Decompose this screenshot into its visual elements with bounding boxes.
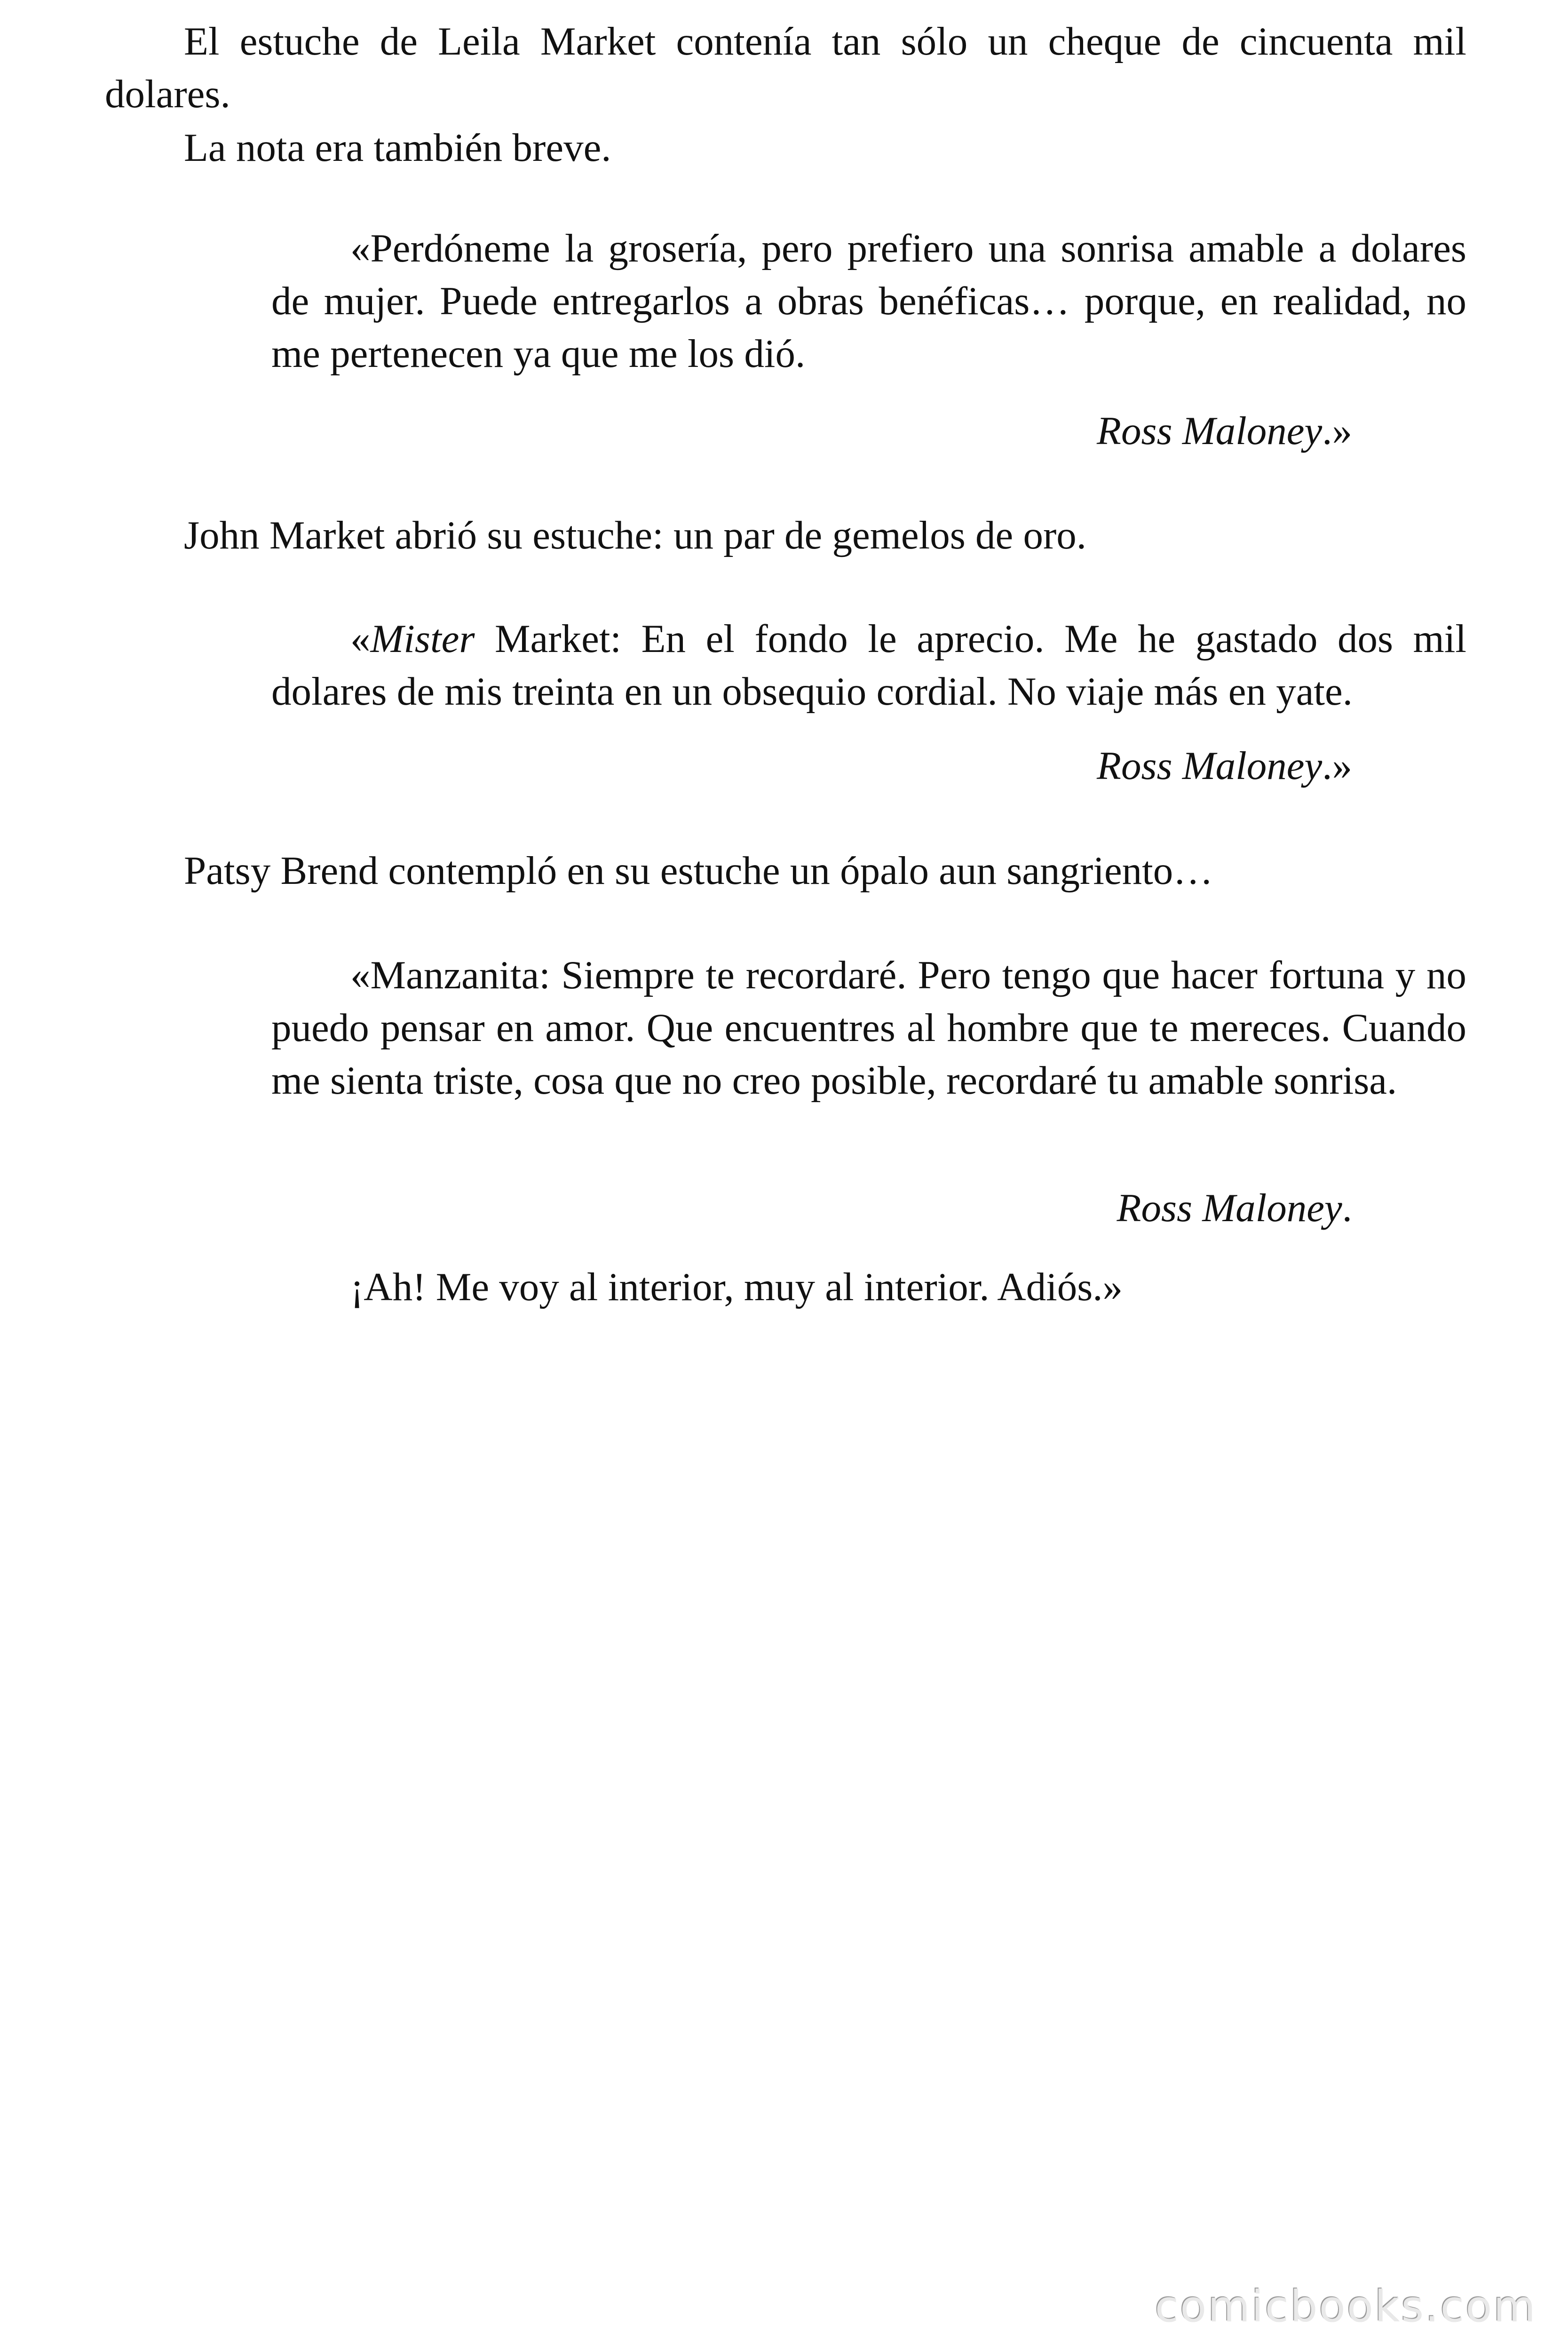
letter-john-body [271,612,1466,718]
letter-john-text: Market: En el fondo le aprecio. Me he gastado dos mil dolares de mis treinta en un obsequio cordial. No viaje más en yate. [271,617,1466,714]
signature-name: Ross Maloney [1097,409,1323,453]
italic-mister: Mister [370,617,475,661]
paragraph-patsy-estuche: Patsy Brend contempló en su estuche un ópalo aun sangriento… [184,849,1213,893]
signature-end: .» [1322,744,1352,788]
letter-patsy-signature [271,1182,1352,1234]
letter-patsy-body: «Manzanita: Siempre te recordaré. Pero tengo que hacer fortuna y no puedo pensar en amor. Que encuentres al hombre que te mereces. Cuando me sienta triste, cosa que no creo posible, recordaré tu amable sonrisa. [271,953,1466,1103]
paragraph-nota-breve: La nota era también breve. [184,126,611,170]
watermark-logo: comicbooks.com [1155,2281,1537,2332]
quote-open: « [350,617,371,661]
letter-leila-body: «Perdóneme la grosería, pero prefiero una sonrisa amable a dolares de mujer. Puede entregarlos a obras benéficas… porque, en realidad, no me pertenecen ya que me los dió. [271,226,1466,376]
letter-patsy-postscript: ¡Ah! Me voy al interior, muy al interior. Adiós.» [350,1265,1123,1309]
paragraph-leila-cheque: El estuche de Leila Market contenía tan sólo un cheque de cincuenta mil dolares. [105,19,1466,116]
letter-leila-signature [271,405,1352,457]
letter-john-signature [271,739,1352,792]
paragraph-john-estuche: John Market abrió su estuche: un par de gemelos de oro. [184,513,1087,557]
signature-end: .» [1322,409,1352,453]
signature-name: Ross Maloney [1097,744,1323,788]
signature-name: Ross Maloney [1117,1186,1342,1230]
signature-end: . [1342,1186,1352,1230]
